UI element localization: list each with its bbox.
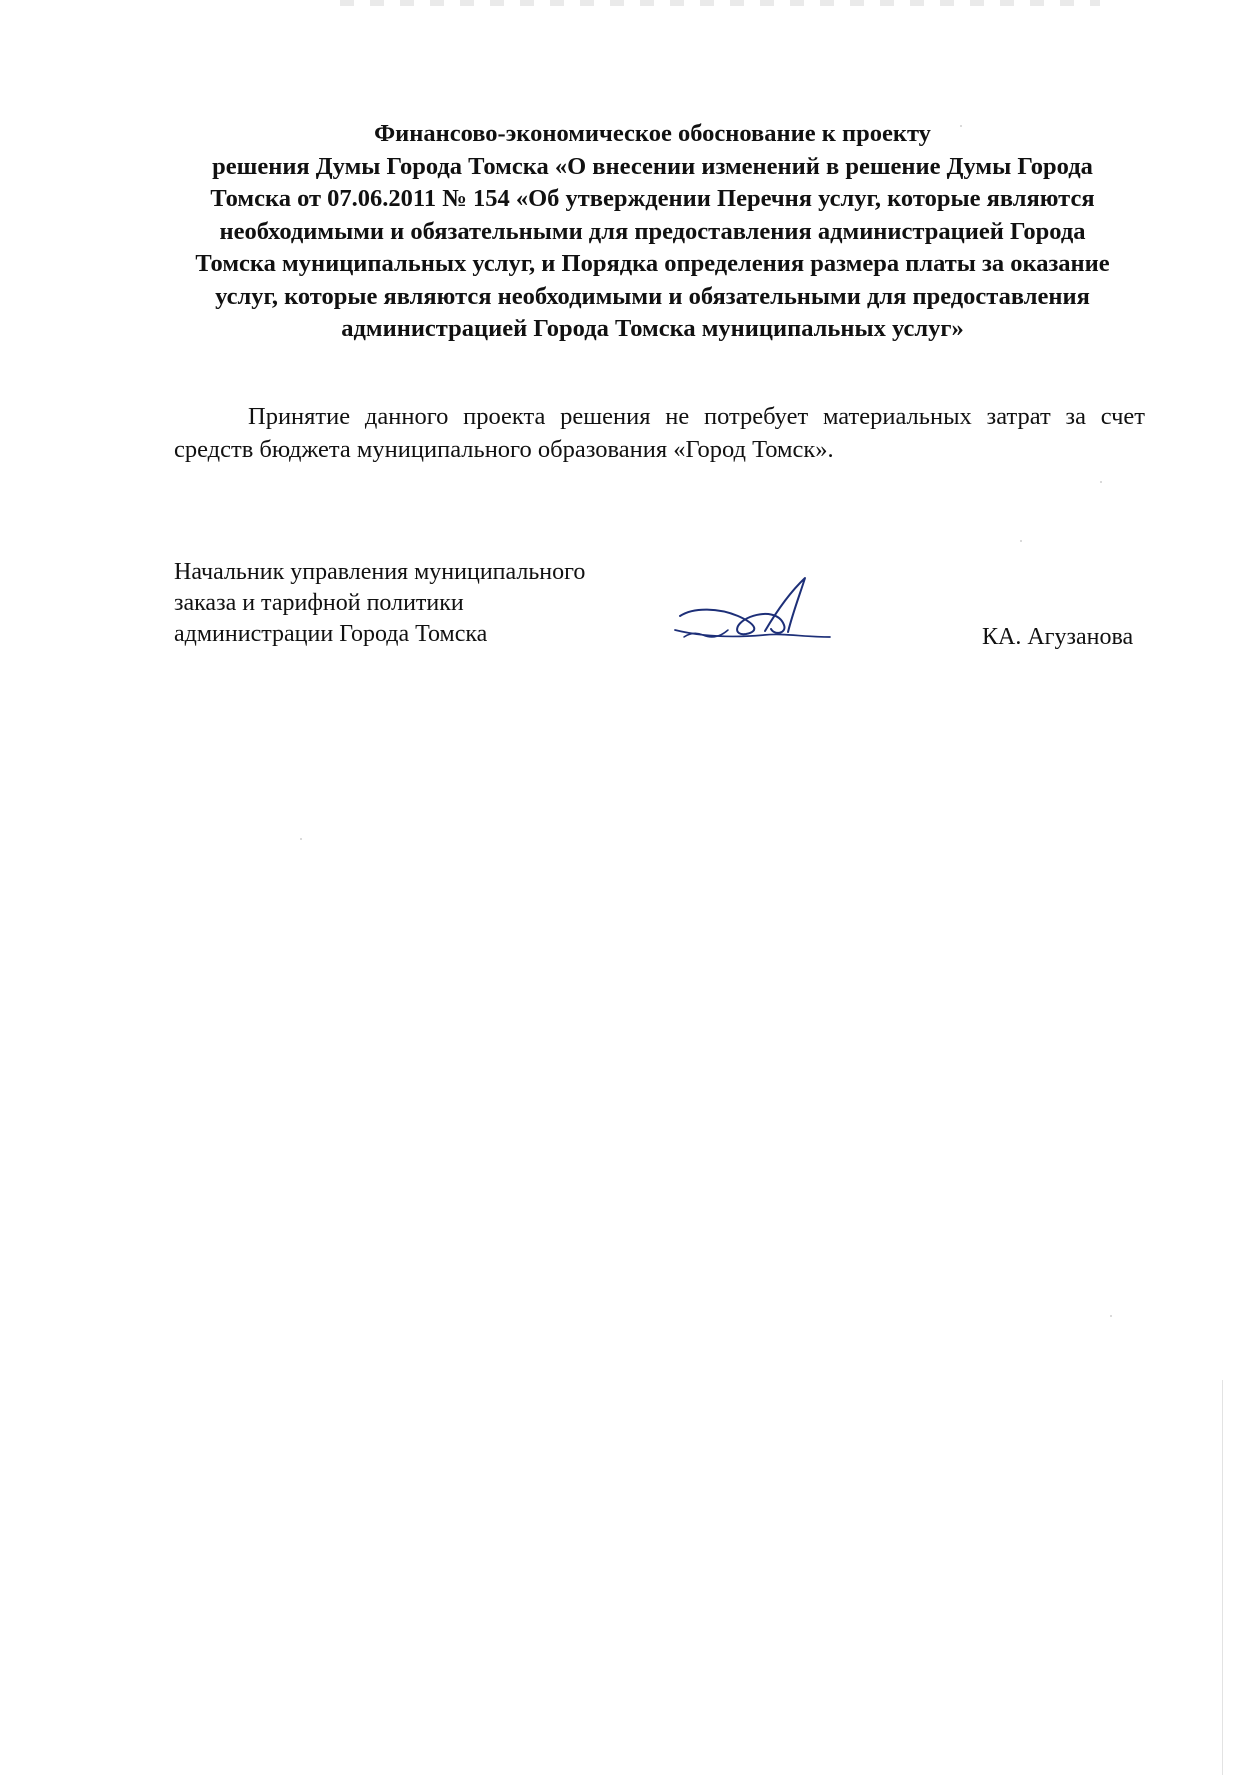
signature-loop-stroke (680, 610, 784, 635)
signer-position-line-2: заказа и тарифной политики (174, 590, 464, 616)
signer-position-line-3: администрации Города Томска (174, 621, 488, 647)
signatory-name: КА. Агузанова (982, 624, 1134, 650)
title-line-4: необходимыми и обязательными для предоставления администрацией Города (219, 217, 1086, 245)
title-line-5: Томска муниципальных услуг, и Порядка определения размера платы за оказание (195, 250, 1110, 277)
title-line-2: решения Думы Города Томска «О внесении изменений в решение Думы Города (212, 152, 1093, 180)
scan-edge-artifact (340, 0, 1100, 6)
handwritten-signature-icon (672, 576, 832, 648)
paragraph-line-1: Принятие данного проекта решения не потребует материальных затрат за счет (248, 403, 1145, 430)
document-title (175, 118, 1130, 346)
title-line-3: Томска от 07.06.2011 № 154 «Об утверждении Перечня услуг, которые являются (210, 185, 1095, 212)
title-line-6: услуг, которые являются необходимыми и обязательными для предоставления (215, 282, 1090, 310)
scan-speck (1020, 540, 1022, 542)
title-line-1: Финансово-экономическое обоснование к проекту (374, 120, 931, 147)
title-line-7: администрацией Города Томска муниципальных услуг» (341, 315, 964, 342)
paragraph-line-2: средств бюджета муниципального образования «Город Томск». (174, 436, 834, 463)
financial-justification-paragraph (174, 400, 1145, 466)
scan-speck (1100, 481, 1102, 483)
signer-position-line-1: Начальник управления муниципального (174, 559, 586, 585)
scan-fold-line (1222, 1380, 1223, 1775)
signature-upstroke (765, 578, 805, 632)
scan-speck (1110, 1315, 1112, 1317)
signer-position (174, 557, 585, 650)
scan-speck (300, 838, 302, 840)
scan-speck (960, 125, 962, 127)
